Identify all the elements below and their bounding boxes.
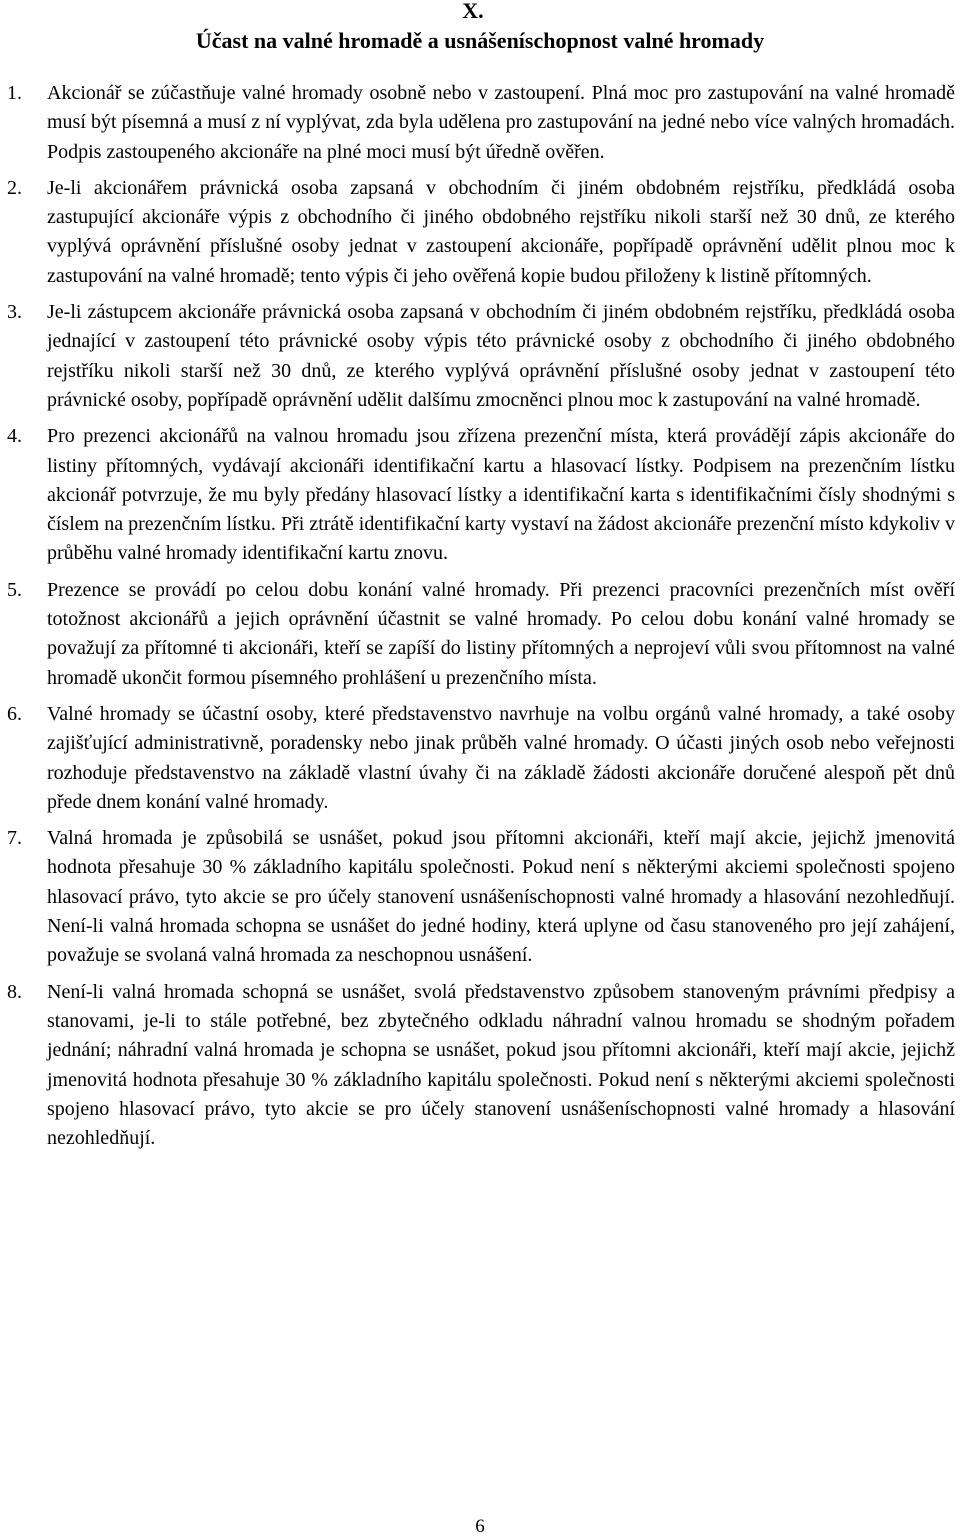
- item-number: 3.: [7, 301, 22, 324]
- item-text: Není-li valná hromada schopná se usnášet, svolá představenstvo způsobem stanoveným právními předpisy a stanovami, je-li to stále potřebné, bez zbytečného odkladu náhradní valnou hromadu se shodným pořadem jednání; náhradní valná hromada je schopna se usnášet, pokud jsou přítomni akcionáři, kteří mají akcie, jejichž jmenovitá hodnota přesahuje 30 % základního kapitálu společnosti. Pokud není s některými akciemi společnosti spojeno hlasovací právo, tyto akcie se pro účely stanovení usnášeníschopnosti valné hromady a hlasování nezohledňují.: [47, 980, 955, 1150]
- item-text: Valné hromady se účastní osoby, které představenstvo navrhuje na volbu orgánů valné hromady, a také osoby zajišťující administrativně, poradensky nebo jinak průběh valné hromady. O účasti jiných osob nebo veřejnosti rozhoduje představenstvo na základě vlastní úvahy či na základě žádosti akcionáře doručené alespoň pět dnů přede dnem konání valné hromady.: [47, 702, 955, 813]
- item-number: 5.: [7, 578, 22, 601]
- item-number: 8.: [7, 980, 22, 1003]
- list-item: [0, 79, 955, 167]
- item-text: Prezence se provádí po celou dobu konání valné hromady. Při prezenci pracovníci prezenčních míst ověří totožnost akcionářů a jejich oprávnění účastnit se valné hromady. Po celou dobu konání valné hromady se považují za přítomné ti akcionáři, kteří se zapíší do listiny přítomných a neprojeví vůli svou přítomnost na valné hromadě ukončit formou písemného prohlášení u prezenčního místa.: [47, 578, 955, 689]
- chapter-number: X.: [462, 0, 484, 23]
- page-number: 6: [475, 1516, 485, 1537]
- list-item: [0, 422, 955, 568]
- item-number: 7.: [7, 827, 22, 850]
- item-text: Je-li akcionářem právnická osoba zapsaná v obchodním či jiném obdobném rejstříku, předkládá osoba zastupující akcionáře výpis z obchodního či jiného obdobného rejstříku nikoli starší než 30 dnů, ze kterého vyplývá oprávnění příslušné osoby jednat v zastoupení akcionáře, popřípadě oprávnění udělit plnou moc k zastupování na valné hromadě; tento výpis či jeho ověřená kopie budou přiloženy k listině přítomných.: [47, 176, 955, 287]
- item-number: 2.: [7, 176, 22, 199]
- item-text: Akcionář se zúčastňuje valné hromady osobně nebo v zastoupení. Plná moc pro zastupování na valné hromadě musí být písemná a musí z ní vyplývat, zda byla udělena pro zastupování na jedné nebo více valných hromadách. Podpis zastoupeného akcionáře na plné moci musí být úředně ověřen.: [47, 82, 955, 163]
- list-item: [0, 576, 955, 693]
- item-number: 6.: [7, 702, 22, 725]
- list-item: [0, 298, 955, 415]
- list-item: [0, 700, 955, 817]
- list-item: [0, 978, 955, 1154]
- chapter-title: Účast na valné hromadě a usnášeníschopnost valné hromady: [195, 28, 765, 53]
- numbered-list: [0, 79, 960, 1160]
- list-item: [0, 174, 955, 291]
- item-text: Je-li zástupcem akcionáře právnická osoba zapsaná v obchodním či jiném obdobném rejstříku, předkládá osoba jednající v zastoupení této právnické osoby výpis této právnické osoby z obchodního či jiného obdobného rejstříku nikoli starší než 30 dnů, ze kterého vyplývá oprávnění příslušné osoby jednat v zastoupení této právnické osoby, popřípadě oprávnění udělit dalšímu zmocněnci plnou moc k zastupování na valné hromadě.: [47, 301, 955, 411]
- list-item: [0, 824, 955, 970]
- item-number: 4.: [7, 425, 22, 448]
- item-number: 1.: [7, 82, 22, 104]
- item-text: Valná hromada je způsobilá se usnášet, pokud jsou přítomni akcionáři, kteří mají akcie, jejichž jmenovitá hodnota přesahuje 30 % základního kapitálu společnosti. Pokud není s některými akciemi společnosti spojeno hlasovací právo, tyto akcie se pro účely stanovení usnášeníschopnosti valné hromady a hlasování nezohledňují. Není-li valná hromada schopna se usnášet do jedné hodiny, která uplyne od času stanoveného pro její zahájení, považuje se svolaná valná hromada za neschopnou usnášení.: [47, 827, 955, 967]
- item-text: Pro prezenci akcionářů na valnou hromadu jsou zřízena prezenční místa, která provádějí zápis akcionáře do listiny přítomných, vydávají akcionáři identifikační kartu a hlasovací lístky. Podpisem na prezenčním lístku akcionář potvrzuje, že mu byly předány hlasovací lístky a identifikační karta s identifikačními čísly shodnými s číslem na prezenčním lístku. Při ztrátě identifikační karty vystaví na žádost akcionáře prezenční místo kdykoliv v průběhu valné hromady identifikační kartu znovu.: [47, 425, 955, 565]
